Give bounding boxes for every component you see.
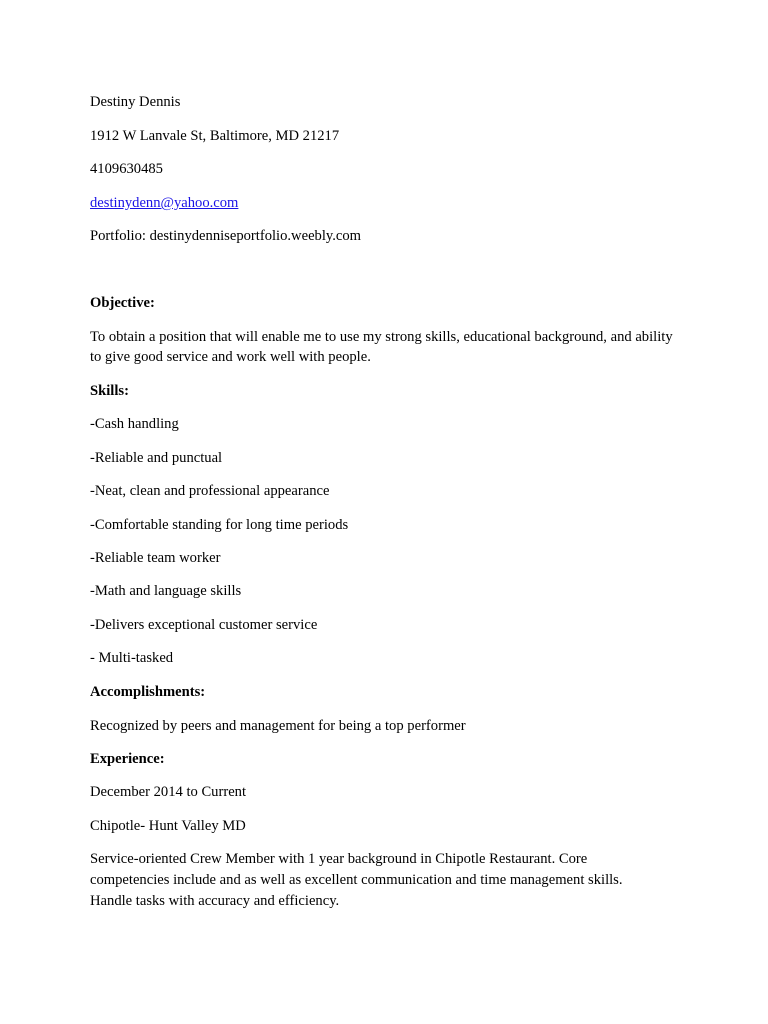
- experience-description-line: Handle tasks with accuracy and efficiency.: [90, 893, 340, 909]
- contact-phone: 4109630485: [90, 161, 163, 177]
- experience-employer: Chipotle- Hunt Valley MD: [90, 818, 246, 834]
- experience-heading: Experience:: [90, 751, 165, 767]
- skills-heading: Skills:: [90, 383, 129, 399]
- contact-portfolio: Portfolio: destinydenniseportfolio.weebly.com: [90, 228, 362, 244]
- contact-name: Destiny Dennis: [90, 94, 181, 110]
- contact-address: 1912 W Lanvale St, Baltimore, MD 21217: [90, 128, 340, 144]
- objective-heading: Objective:: [90, 295, 155, 311]
- skill-item: -Math and language skills: [90, 583, 242, 599]
- skill-item: -Reliable and punctual: [90, 450, 223, 466]
- skill-item: -Cash handling: [90, 416, 179, 432]
- experience-dates: December 2014 to Current: [90, 784, 247, 800]
- contact-email-line: [90, 193, 238, 213]
- skill-item: -Reliable team worker: [90, 550, 221, 566]
- skill-item: - Multi-tasked: [90, 650, 174, 666]
- experience-description-line: competencies include and as well as excellent communication and time management skills.: [90, 872, 623, 888]
- skill-item: -Delivers exceptional customer service: [90, 617, 318, 633]
- skill-item: -Comfortable standing for long time periods: [90, 517, 349, 533]
- accomplishments-heading: Accomplishments:: [90, 684, 206, 700]
- email-link[interactable]: destinydenn@yahoo.com: [90, 195, 239, 211]
- skill-item: -Neat, clean and professional appearance: [90, 483, 330, 499]
- accomplishments-text: Recognized by peers and management for being a top performer: [90, 718, 466, 734]
- objective-text: To obtain a position that will enable me to use my strong skills, educational background, and ability to give good service and work well with people.: [90, 329, 673, 366]
- experience-description-line: Service-oriented Crew Member with 1 year background in Chipotle Restaurant. Core: [90, 851, 588, 867]
